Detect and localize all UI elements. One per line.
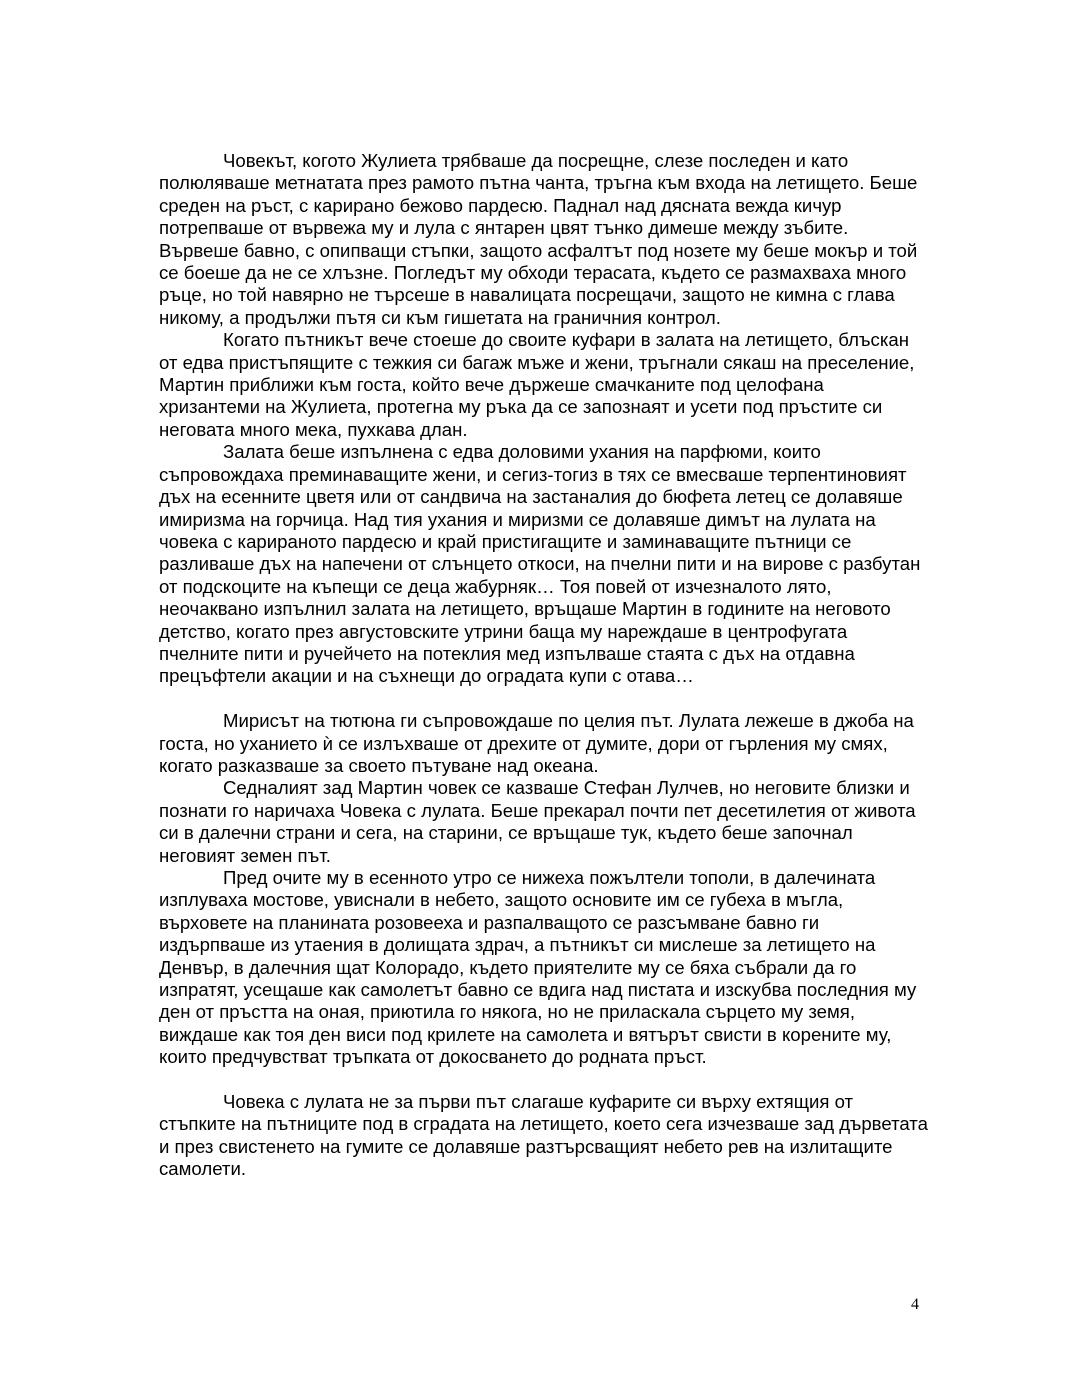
paragraph: Мирисът на тютюна ги съпровождаше по целия път. Лулата лежеше в джоба на госта, но уханието ѝ се излъхваше от дрехите от думите, дори от гърления му смях, когато разказваше за своето пътуване над океана. — [159, 710, 914, 776]
paragraph-spacer — [159, 688, 929, 710]
paragraph: Когато пътникът вече стоеше до своите куфари в залата на летището, блъскан от едва пристъпящите с тежкия си багаж мъже и жени, тръгнали сякаш на преселение, Мартин приближи към госта, който вече държеше смачканите под целофана хризантеми на Жулиета, протегна му ръка да се запознаят и усети под пръстите си неговата много мека, пухкава длан. — [159, 329, 915, 440]
body-text — [159, 150, 929, 1181]
paragraph: Човека с лулата не за първи път слагаше куфарите си върху ехтящия от стъпките на пътниците под в сградата на летището, което сега изчезваше зад дърветата и през свистенето на гумите се долавяше разтърсващият небето рев на излитащите самолети. — [159, 1091, 928, 1180]
paragraph: Човекът, когото Жулиета трябваше да посрещне, слезе последен и като полюляваше метнатата през рамото пътна чанта, тръгна към входа на летището. Беше среден на ръст, с карирано бежово пардесю. Паднал над дясната вежда кичур потрепваше от вървежа му и лула с янтарен цвят тънко димеше между зъбите. Вървеше бавно, с опипващи стъпки, защото асфалтът под нозете му беше мокър и той се боеше да не се хлъзне. Погледът му обходи терасата, където се размахваха много ръце, но той навярно не търсеше в навалицата посрещачи, защото не кимна с глава никому, а продължи пътя си към гишетата на граничния контрол. — [159, 150, 918, 328]
paragraph: Залата беше изпълнена с едва доловими ухания на парфюми, които съпровождаха преминаващите жени, и сегиз-тогиз в тях се вмесваше терпентиновият дъх на есенните цветя или от сандвича на застаналия до бюфета летец се долавяше имиризма на горчица. Над тия ухания и миризми се долавяше димът на лулата на човека с карираното пардесю и край пристигащите и заминаващите пътници се разливаше дъх на напечени от слънцето откоси, на пчелни пити и на вирове с разбутан от подскоците на къпещи се деца жабурняк… Тоя повей от изчезналото лято, неочаквано изпълнил залата на летището, връщаше Мартин в годините на неговото детство, когато през августовските утрини баща му нареждаше в центрофугата пчелните пити и ручейчето на потеклия мед изпълваше стаята с дъх на отдавна прецъфтели акации и на съхнещи до оградата купи с отава… — [159, 441, 921, 687]
paragraph-spacer — [159, 1069, 929, 1091]
paragraph: Седналият зад Мартин човек се казваше Стефан Лулчев, но неговите близки и познати го наричаха Човека с лулата. Беше прекарал почти пет десетилетия от живота си в далечни страни и сега, на старини, се връщаше тук, където беше започнал неговият земен път. — [159, 777, 916, 866]
page-number: 4 — [911, 1296, 919, 1313]
paragraph: Пред очите му в есенното утро се нижеха пожълтели тополи, в далечината изплуваха мостове, увиснали в небето, защото основите им се губеха в мъгла, върховете на планината розовееха и разпалващото се разсъмване бавно ги издърпваше из утаения в долищата здрач, а пътникът си мислеше за летището на Денвър, в далечния щат Колорадо, където приятелите му се бяха събрали да го изпратят, усещаше как самолетът бавно се вдига над пистата и изскубва последния му ден от пръстта на оная, приютила го някога, но не приласкала сърцето му земя, виждаше как тоя ден виси под крилете на самолета и вятърът свисти в корените му, които предчувстват тръпката от докосването до родната пръст. — [159, 866, 917, 1068]
